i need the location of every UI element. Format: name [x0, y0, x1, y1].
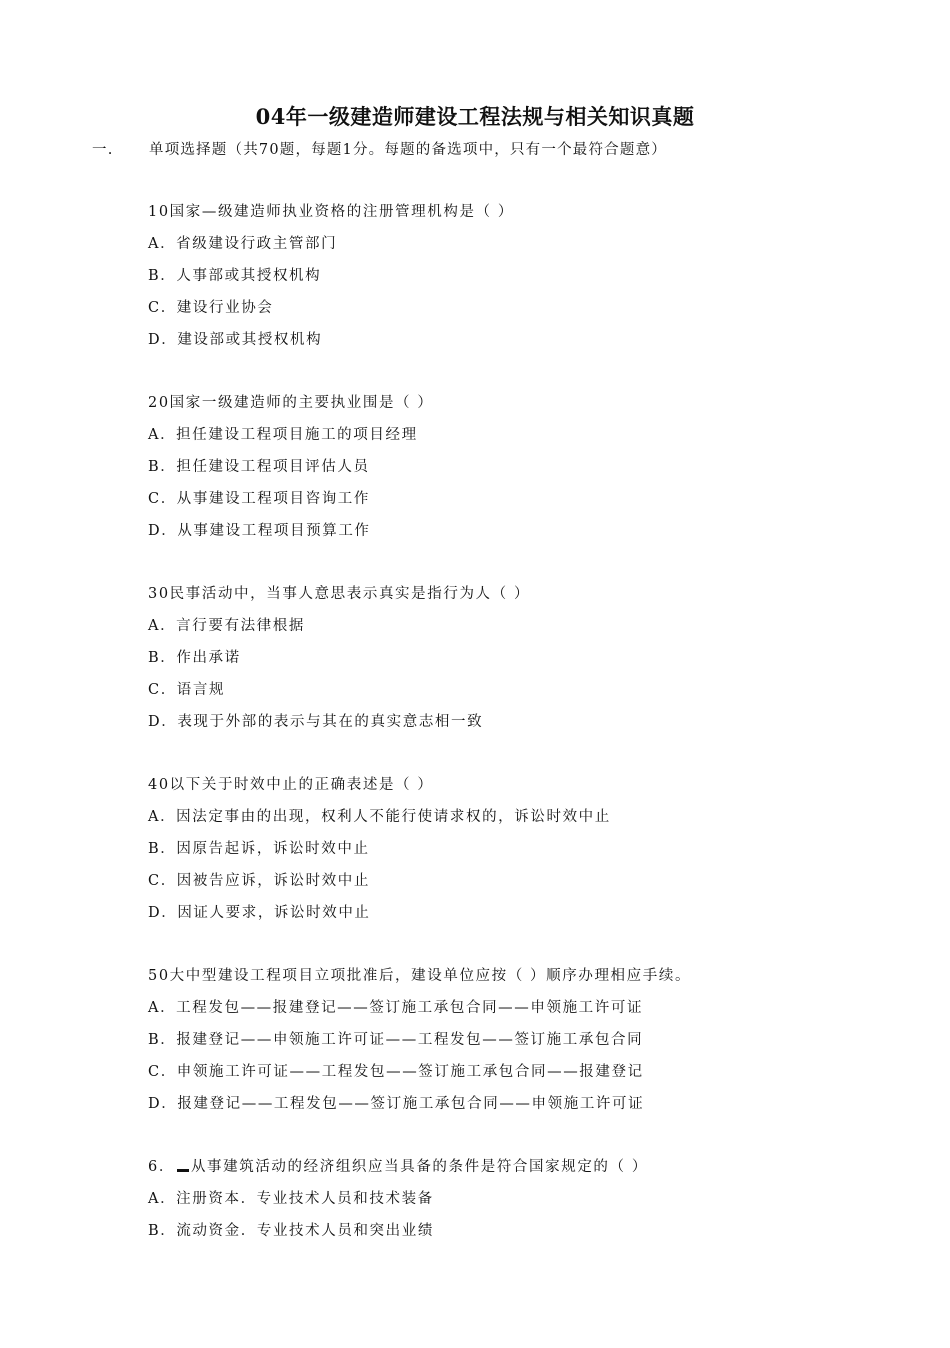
option-b: B．人事部或其授权机构: [148, 268, 322, 284]
question-stem-text: 从事建筑活动的经济组织应当具备的条件是符合国家规定的（ ）: [190, 1159, 648, 1175]
question-stem: [148, 1157, 908, 1189]
option-b: B．因原告起诉，诉讼时效中止: [148, 841, 370, 857]
question-stem: 10国家—级建造师执业资格的注册管理机构是（ ）: [148, 204, 514, 220]
option-d: D．从事建设工程项目预算工作: [148, 523, 371, 539]
section-number: 一.: [92, 142, 114, 158]
question-6: [148, 1157, 908, 1348]
option-d: D．因证人要求，诉讼时效中止: [148, 905, 371, 921]
option-a: A．注册资本．专业技术人员和技术装备: [148, 1191, 434, 1207]
question-4: [148, 775, 908, 966]
option-c: C．因被告应诉，诉讼时效中止: [148, 873, 370, 889]
question-stem: 20国家一级建造师的主要执业围是（ ）: [148, 395, 434, 411]
section-heading: [92, 138, 667, 159]
option-c: C．语言规: [148, 682, 226, 698]
option-d: D．报建登记——工程发包——签订施工承包合同——申领施工许可证: [148, 1096, 645, 1112]
option-b: B．作出承诺: [148, 650, 241, 666]
document-title: 04年一级建造师建设工程法规与相关知识真题: [255, 104, 695, 129]
option-b: B．流动资金．专业技术人员和突出业绩: [148, 1223, 434, 1239]
question-number: 6．: [148, 1159, 175, 1175]
question-list: [148, 202, 908, 1348]
option-b: B．报建登记——申领施工许可证——工程发包——签订施工承包合同: [148, 1032, 644, 1048]
question-5: [148, 966, 908, 1157]
option-a: A．言行要有法律根据: [148, 618, 305, 634]
question-3: [148, 584, 908, 775]
option-c: C．申领施工许可证——工程发包——签订施工承包合同——报建登记: [148, 1064, 644, 1080]
question-stem: 30民事活动中，当事人意思表示真实是指行为人（ ）: [148, 586, 531, 602]
option-d: D．建设部或其授权机构: [148, 332, 323, 348]
option-a: A．省级建设行政主管部门: [148, 236, 338, 252]
underline-mark-icon: [177, 1161, 189, 1172]
option-a: A．工程发包——报建登记——签订施工承包合同——申领施工许可证: [148, 1000, 644, 1016]
question-2: [148, 393, 908, 584]
section-text: 单项选择题（共70题，每题1分。每题的备选项中，只有一个最符合题意）: [149, 142, 667, 158]
option-c: C．从事建设工程项目咨询工作: [148, 491, 370, 507]
option-a: A．担任建设工程项目施工的项目经理: [148, 427, 418, 443]
option-b: B．担任建设工程项目评估人员: [148, 459, 370, 475]
question-stem: 50大中型建设工程项目立项批准后，建设单位应按（ ）顺序办理相应手续。: [148, 968, 692, 984]
option-d: D．表现于外部的表示与其在的真实意志相一致: [148, 714, 484, 730]
option-c: C．建设行业协会: [148, 300, 274, 316]
question-1: [148, 202, 908, 393]
question-stem: 40以下关于时效中止的正确表述是（ ）: [148, 777, 434, 793]
option-a: A．因法定事由的出现，权利人不能行使请求权的，诉讼时效中止: [148, 809, 611, 825]
